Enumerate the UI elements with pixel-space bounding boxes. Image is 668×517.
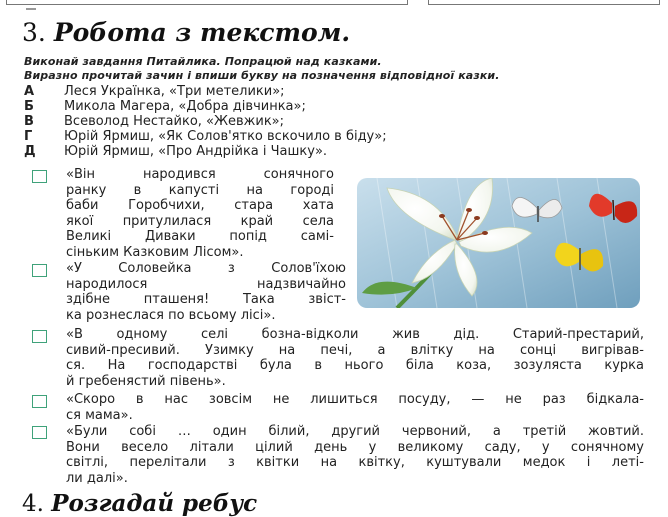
answer-box-2[interactable]: [32, 264, 47, 277]
illustration-lily-butterflies: [357, 178, 640, 308]
passage-line: здібне пташеня! Така звіст-: [66, 292, 346, 308]
passage-line: сивий-пресивий. Узимку на печі, а влітку на сонці вигрівав-: [66, 342, 644, 358]
passage-line: й гребенястий півень».: [66, 373, 226, 389]
passage-line: «Він народився сонячного: [66, 167, 334, 182]
answer-box-4[interactable]: [32, 395, 47, 408]
passage-2: [66, 261, 346, 323]
instruction-line-2: Виразно прочитай зачин і впиши букву на позначення відповідної казки.: [24, 69, 500, 82]
option-letter: А: [24, 84, 35, 99]
passage-line: сіньким Казковим Лісом».: [66, 244, 244, 260]
next-section-heading: Розгадай ребус: [51, 490, 258, 517]
option-text: Леся Українка, «Три метелики»;: [64, 84, 285, 99]
passage-4: [66, 392, 644, 423]
passage-line: «Були собі … один білий, другий червоний, а третій жовтий.: [66, 424, 644, 439]
passage-line: якої притулилася край села: [66, 213, 334, 229]
section-title: [22, 18, 350, 48]
passage-line: ся. На господарстві була в нього біла коза, зозуляста курка: [66, 358, 644, 374]
option-letter: Г: [24, 129, 33, 144]
passage-line: ли далі».: [66, 470, 128, 486]
option-text: Юрій Ярмиш, «Про Андрійка і Чашку».: [64, 144, 328, 159]
divider-mark: [26, 8, 36, 10]
next-section-title: [22, 490, 257, 517]
option-v: [24, 114, 284, 130]
option-a: [24, 84, 285, 100]
passage-line: «Скоро в нас зовсім не лишиться посуду, — не раз бідкала-: [66, 392, 644, 407]
section-number: 3.: [22, 18, 46, 47]
answer-box-5[interactable]: [32, 426, 47, 439]
passage-line: баби Горобчихи, стара хата: [66, 198, 334, 214]
passage-line: Вони весело літали цілий день у великому саду, у сонячному: [66, 439, 644, 455]
answer-box-1[interactable]: [32, 170, 47, 183]
passage-line: Великі Диваки попід самі-: [66, 229, 334, 245]
next-section-number: 4.: [22, 491, 44, 517]
passage-line: «У Соловейка з Солов'їхою: [66, 261, 346, 276]
option-b: [24, 99, 306, 115]
passage-line: ся мама».: [66, 407, 133, 423]
passage-line: ка рознеслася по всьому лісі».: [66, 307, 276, 323]
passage-3: [66, 327, 644, 389]
instruction-line-1: Виконай завдання Питайлика. Попрацюй над казками.: [24, 55, 382, 68]
option-text: Всеволод Нестайко, «Жевжик»;: [64, 114, 285, 129]
passage-1: [66, 167, 334, 261]
passage-line: народилося надзвичайно: [66, 276, 346, 292]
passage-line: ранку в капусті на городі: [66, 182, 334, 198]
option-d: [24, 144, 327, 160]
passage-line: «В одному селі бозна-відколи жив дід. Старий-престарий,: [66, 327, 644, 342]
passage-5: [66, 424, 644, 486]
previous-task-box-left: [6, 0, 408, 5]
option-letter: Б: [24, 99, 34, 114]
option-letter: В: [24, 114, 34, 129]
answer-box-3[interactable]: [32, 330, 47, 343]
option-text: Микола Магера, «Добра дівчинка»;: [64, 99, 306, 114]
section-heading: Робота з текстом.: [53, 18, 351, 47]
previous-task-box-right: [428, 0, 660, 5]
option-letter: Д: [24, 144, 36, 159]
passage-line: світлі, перелітали з квітки на квітку, куштували медок і леті-: [66, 455, 644, 471]
option-text: Юрій Ярмиш, «Як Солов'ятко вскочило в біду»;: [64, 129, 387, 144]
option-h: [24, 129, 387, 145]
